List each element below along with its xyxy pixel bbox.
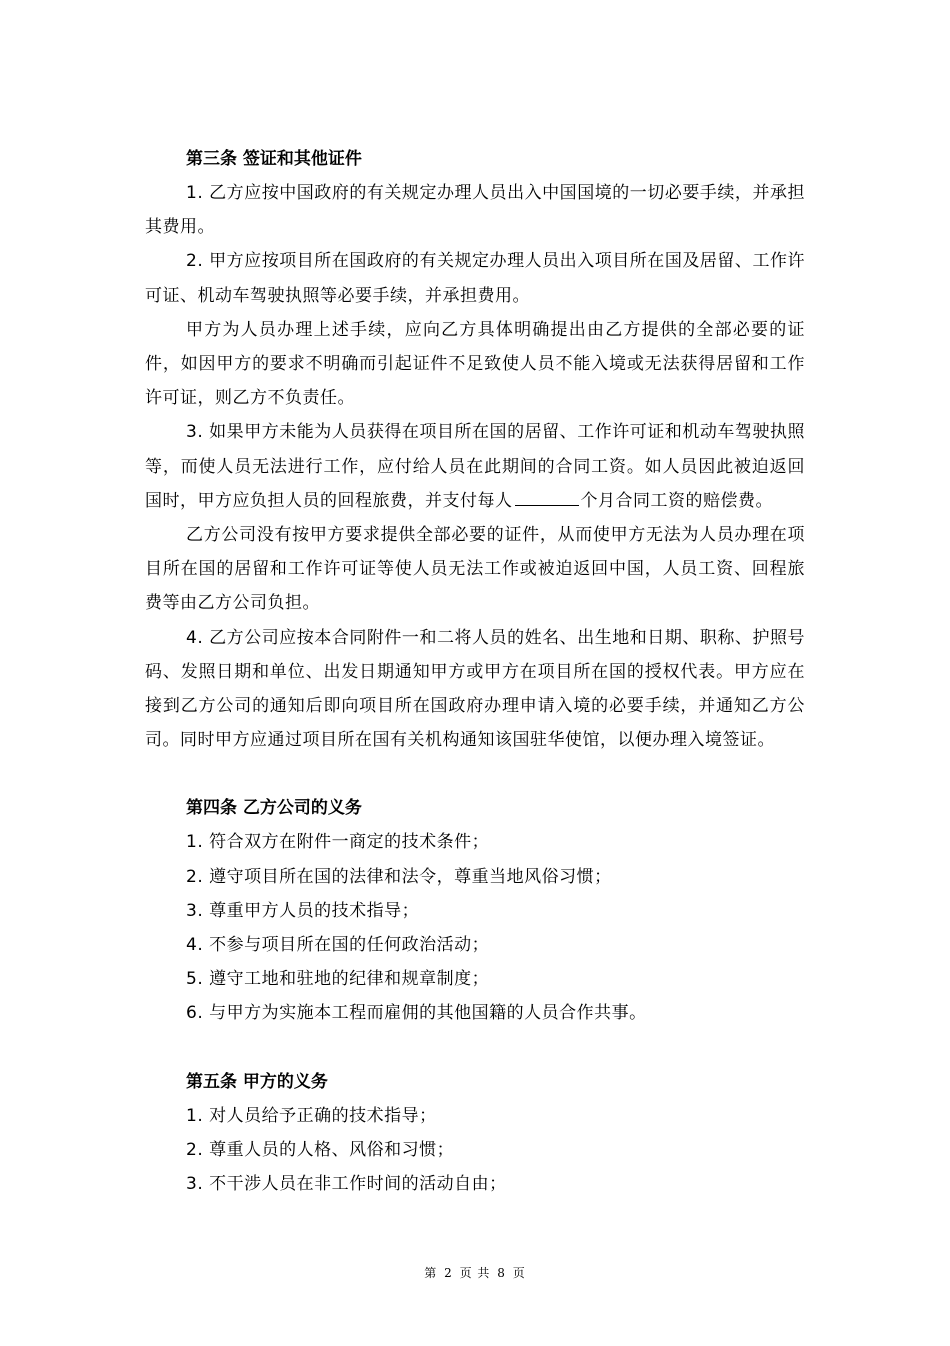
article-3-clause-3-note: 乙方公司没有按甲方要求提供全部必要的证件，从而使甲方无法为人员办理在项目所在国的居留和工作许可证等使人员无法工作或被迫返回中国，人员工资、回程旅费等由乙方公司负担。 [145,525,805,614]
document-body [145,148,805,1201]
article-3-clause-2: 2. 甲方应按项目所在国政府的有关规定办理人员出入项目所在国及居留、工作许可证、机动车驾驶执照等必要手续，并承担费用。 [145,251,805,306]
article-4-item: 2. 遵守项目所在国的法律和法令，尊重当地风俗习惯； [186,866,612,887]
article-4-item: 5. 遵守工地和驻地的纪律和规章制度； [186,969,490,990]
footer-page-number: 2 [444,1266,453,1280]
article-4-item: 4. 不参与项目所在国的任何政治活动； [186,935,490,956]
clause-3-text-after: 个月合同工资的赔偿费。 [580,490,773,511]
article-3-clause-2-note: 甲方为人员办理上述手续，应向乙方具体明确提出由乙方提供的全部必要的证件，如因甲方的要求不明确而引起证件不足致使人员不能入境或无法获得居留和工作许可证，则乙方不负责任。 [145,319,805,409]
article-5-item: 2. 尊重人员的人格、风俗和习惯； [186,1139,455,1160]
article-5-heading: 第五条 甲方的义务 [186,1071,328,1092]
article-4-item: 1. 符合双方在附件一商定的技术条件； [186,832,490,853]
compensation-months-blank [515,491,579,506]
page-footer [0,1264,950,1281]
clause-3-text-before: 3. 如果甲方未能为人员获得在项目所在国的居留、工作许可证和机动车驾驶执照等，而使人员无法进行工作，应付给人员在此期间的合同工资。如人员因此被迫返回国时，甲方应负担人员的回程旅费，并支付每人 [145,422,805,511]
article-4-heading: 第四条 乙方公司的义务 [186,798,362,819]
article-4-item: 3. 尊重甲方人员的技术指导； [186,900,420,921]
article-5-item: 1. 对人员给予正确的技术指导； [186,1105,437,1126]
article-3-heading: 第三条 签证和其他证件 [186,149,362,169]
article-3-clause-1: 1. 乙方应按中国政府的有关规定办理人员出入中国国境的一切必要手续，并承担其费用。 [145,183,805,238]
footer-prefix: 第 [424,1266,438,1280]
footer-middle: 页 共 [459,1266,491,1280]
article-3-clause-4: 4. 乙方公司应按本合同附件一和二将人员的姓名、出生地和日期、职称、护照号码、发照日期和单位、出发日期通知甲方或甲方在项目所在国的授权代表。甲方应在接到乙方公司的通知后即向项目所在国政府办理申请入境的必要手续，并通知乙方公司。同时甲方应通过项目所在国有关机构通知该国驻华使馆，以便办理入境签证。 [145,627,805,751]
footer-suffix: 页 [512,1266,526,1280]
footer-total-pages: 8 [497,1266,506,1280]
article-5-item: 3. 不干涉人员在非工作时间的活动自由； [186,1174,507,1195]
article-3-clause-3 [145,415,805,518]
article-4-item: 6. 与甲方为实施本工程而雇佣的其他国籍的人员合作共事。 [186,1003,647,1024]
